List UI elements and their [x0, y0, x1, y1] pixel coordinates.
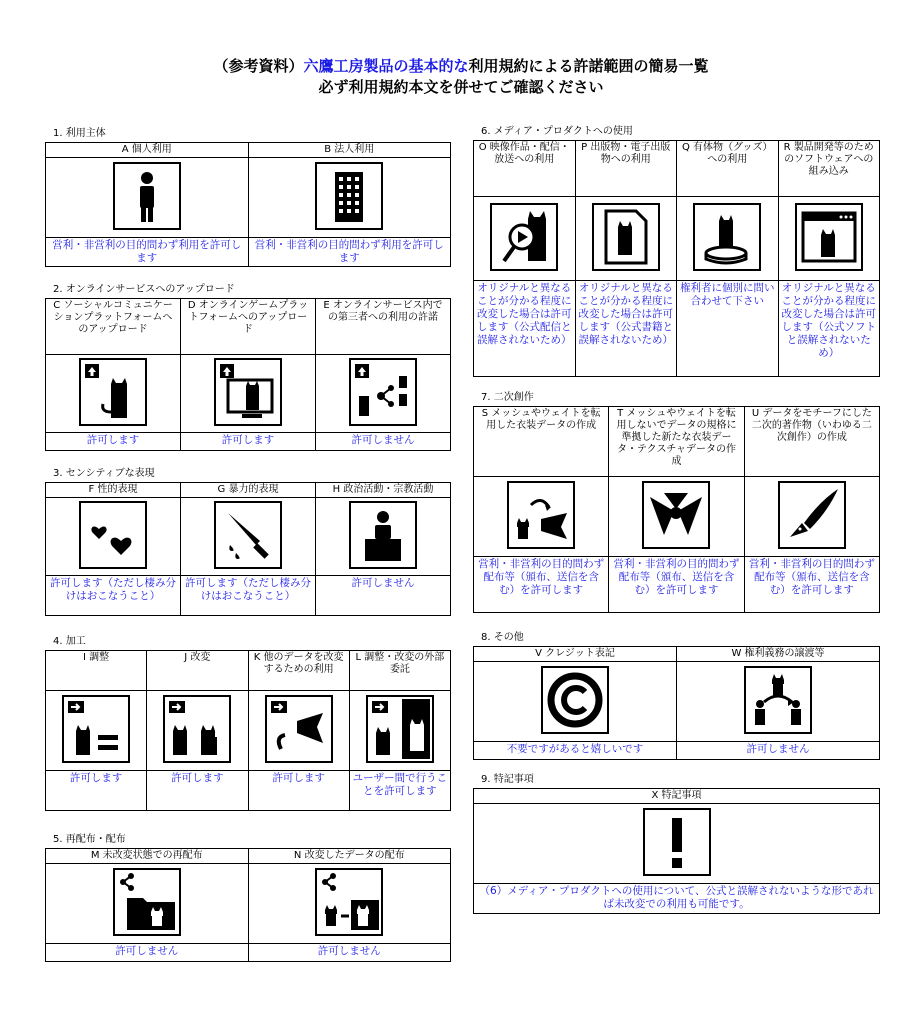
item-head-a: A 個人利用 — [46, 143, 249, 158]
item-head-h: H 政治活動・宗教活動 — [316, 483, 451, 498]
item-head-f: F 性的表現 — [46, 483, 181, 498]
item-desc-p: オリジナルと異なることが分かる程度に改変した場合は許可します（公式書籍と誤解されないため） — [575, 281, 677, 377]
item-desc-i: 許可します — [46, 771, 147, 811]
item-desc-x: （6）メディア・プロダクトへの使用について、公式と誤解されないような形であれば未改変での利用も可能です。 — [474, 884, 880, 914]
section-label: 6. メディア・プロダクトへの使用 — [481, 126, 633, 137]
item-desc-m: 許可しません — [46, 944, 249, 962]
podium-icon — [349, 501, 417, 569]
item-head-p: P 出版物・電子出版物への利用 — [575, 141, 677, 197]
upload-cat-monitor-icon — [214, 358, 282, 426]
item-head-r: R 製品開発等のためのソフトウェアへの組み込み — [778, 141, 880, 197]
modify-icon — [163, 695, 231, 763]
item-desc-r: オリジナルと異なることが分かる程度に改変した場合は許可します（公式ソフトと誤解されないため） — [778, 281, 880, 377]
transfer-icon — [744, 666, 812, 734]
item-desc-g: 許可します（ただし棲み分けはおこなうこと） — [181, 576, 316, 616]
knife-icon — [214, 501, 282, 569]
item-head-c: C ソーシャルコミュニケーションプラットフォームへのアップロード — [46, 299, 181, 355]
item-head-w: W 権利義務の譲渡等 — [677, 647, 880, 662]
document-cat-icon — [592, 203, 660, 271]
hearts-icon — [79, 501, 147, 569]
item-head-x: X 特記事項 — [474, 789, 880, 804]
item-desc-n: 許可しません — [248, 944, 451, 962]
share-folder-icon — [113, 868, 181, 936]
section-special-notes — [473, 774, 880, 914]
building-icon — [315, 162, 383, 230]
item-desc-d: 許可します — [181, 433, 316, 451]
exclamation-icon — [643, 808, 711, 876]
section-label: 1. 利用主体 — [53, 128, 106, 139]
person-icon — [113, 162, 181, 230]
pen-icon — [778, 481, 846, 549]
item-desc-e: 許可しません — [316, 433, 451, 451]
item-head-l: L 調整・改変の外部委託 — [349, 651, 450, 691]
section-label: 5. 再配布・配布 — [53, 834, 126, 845]
section-other — [473, 632, 880, 760]
item-head-s: S メッシュやウェイトを転用した衣装データの作成 — [474, 407, 609, 477]
item-head-g: G 暴力的表現 — [181, 483, 316, 498]
section-label: 2. オンラインサービスへのアップロード — [53, 284, 235, 295]
item-head-i: I 調整 — [46, 651, 147, 691]
item-head-t: T メッシュやウェイトを転用しないでデータの規格に準拠した新たな衣装データ・テクスチャデータの作成 — [609, 407, 744, 477]
adjust-icon — [62, 695, 130, 763]
item-head-v: V クレジット表記 — [474, 647, 677, 662]
title-brand: 六鷹工房製品の基本的な — [303, 57, 469, 75]
item-desc-h: 許可しません — [316, 576, 451, 616]
share-transform-icon — [315, 868, 383, 936]
outsource-icon — [366, 695, 434, 763]
section-label: 9. 特記事項 — [481, 774, 534, 785]
copyright-icon — [541, 666, 609, 734]
item-head-k: K 他のデータを改変するための利用 — [248, 651, 349, 691]
item-head-o: O 映像作品・配信・放送への利用 — [474, 141, 576, 197]
item-desc-k: 許可します — [248, 771, 349, 811]
section-label: 7. 二次創作 — [481, 392, 534, 403]
item-desc-q: 権利者に個別に問い合わせて下さい — [677, 281, 779, 377]
item-head-j: J 改変 — [147, 651, 248, 691]
item-head-m: M 未改変状態での再配布 — [46, 849, 249, 864]
section-sensitive — [45, 468, 451, 616]
item-desc-s: 営利・非営利の目的問わず配布等（頒布、送信を含む）を許可します — [474, 557, 609, 613]
tail-bow-icon — [265, 695, 333, 763]
section-redistribution — [45, 834, 451, 962]
upload-share-icon — [349, 358, 417, 426]
title-prefix: （参考資料） — [213, 57, 304, 75]
upload-cat-icon — [79, 358, 147, 426]
item-desc-f: 許可します（ただし棲み分けはおこなうこと） — [46, 576, 181, 616]
item-desc-c: 許可します — [46, 433, 181, 451]
item-head-d: D オンラインゲームプラットフォームへのアップロード — [181, 299, 316, 355]
item-head-e: E オンラインサービス内での第三者への利用の許諾 — [316, 299, 451, 355]
video-cat-icon — [490, 203, 558, 271]
item-head-q: Q 有体物（グッズ）への利用 — [677, 141, 779, 197]
item-desc-a: 営利・非営利の目的問わず利用を許可します — [46, 238, 249, 267]
section-label: 3. センシティブな表現 — [53, 468, 155, 479]
item-desc-o: オリジナルと異なることが分かる程度に改変した場合は許可します（公式配信と誤解されないため） — [474, 281, 576, 377]
item-desc-b: 営利・非営利の目的問わず利用を許可します — [248, 238, 451, 267]
page-subtitle: 必ず利用規約本文を併せてご確認ください — [318, 78, 604, 96]
section-processing — [45, 636, 451, 811]
bow-icon — [642, 481, 710, 549]
section-derivative-works — [473, 392, 880, 613]
figure-cat-icon — [693, 203, 761, 271]
item-head-n: N 改変したデータの配布 — [248, 849, 451, 864]
section-media-products — [473, 126, 880, 377]
section-usage-subject — [45, 128, 451, 267]
item-desc-t: 営利・非営利の目的問わず配布等（頒布、送信を含む）を許可します — [609, 557, 744, 613]
item-desc-w: 許可しません — [677, 742, 880, 760]
section-label: 4. 加工 — [53, 636, 86, 647]
item-desc-l: ユーザー間で行うことを許可します — [349, 771, 450, 811]
item-desc-v: 不要ですがあると嬉しいです — [474, 742, 677, 760]
window-cat-icon — [795, 203, 863, 271]
item-head-u: U データをモチーフにした二次的著作物（いわゆる二次創作）の作成 — [744, 407, 879, 477]
section-label: 8. その他 — [481, 632, 524, 643]
cat-to-bow-icon — [507, 481, 575, 549]
item-head-b: B 法人利用 — [248, 143, 451, 158]
page-title — [0, 56, 922, 76]
item-desc-j: 許可します — [147, 771, 248, 811]
title-suffix: 利用規約による許諾範囲の簡易一覧 — [468, 57, 709, 75]
item-desc-u: 営利・非営利の目的問わず配布等（頒布、送信を含む）を許可します — [744, 557, 879, 613]
section-online-upload — [45, 284, 451, 451]
